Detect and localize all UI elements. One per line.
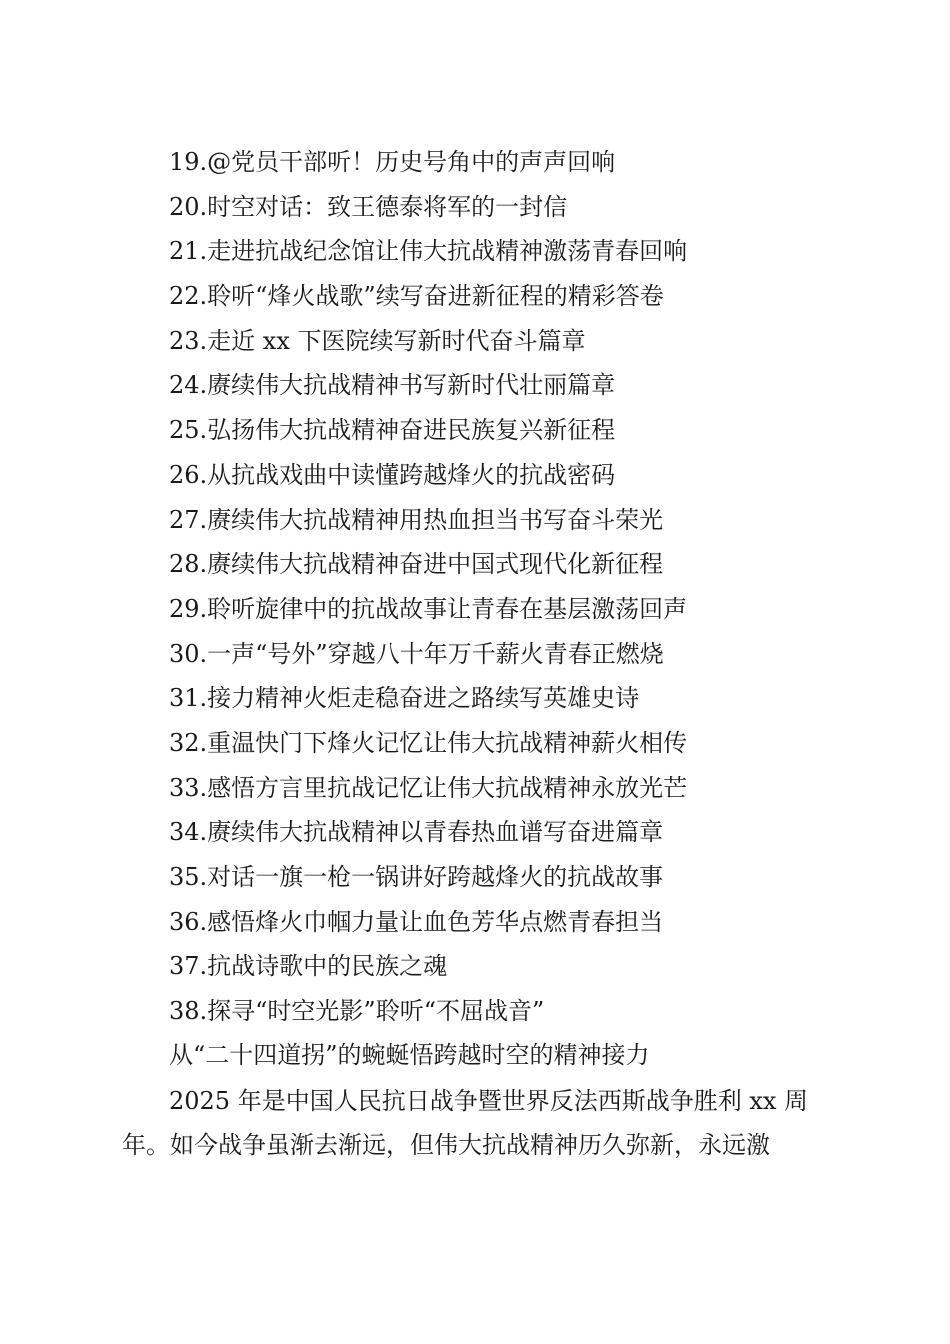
list-item: 32.重温快门下烽火记忆让伟大抗战精神薪火相传 xyxy=(169,728,688,757)
list-item: 30.一声“号外”穿越八十年万千薪火青春正燃烧 xyxy=(169,639,664,668)
body-paragraph-line: 2025 年是中国人民抗日战争暨世界反法西斯战争胜利 xx 周 xyxy=(169,1087,809,1115)
article-heading: 从“二十四道拐”的蜿蜒悟跨越时空的精神接力 xyxy=(169,1041,650,1069)
list-item: 38.探寻“时空光影”聆听“不屈战音” xyxy=(169,997,545,1026)
list-item: 27.赓续伟大抗战精神用热血担当书写奋斗荣光 xyxy=(169,505,664,534)
list-item: 37.抗战诗歌中的民族之魂 xyxy=(169,952,448,981)
list-item: 23.走近 xx 下医院续写新时代奋斗篇章 xyxy=(169,326,586,355)
list-item: 28.赓续伟大抗战精神奋进中国式现代化新征程 xyxy=(169,550,664,579)
list-item: 24.赓续伟大抗战精神书写新时代壮丽篇章 xyxy=(169,371,616,400)
list-item: 20.时空对话：致王德泰将军的一封信 xyxy=(169,192,568,221)
list-item: 19.@党员干部听！历史号角中的声声回响 xyxy=(169,148,616,176)
list-item: 21.走进抗战纪念馆让伟大抗战精神激荡青春回响 xyxy=(169,237,688,266)
list-item: 33.感悟方言里抗战记忆让伟大抗战精神永放光芒 xyxy=(169,773,688,802)
list-item: 29.聆听旋律中的抗战故事让青春在基层激荡回声 xyxy=(169,594,688,623)
list-item: 36.感悟烽火巾帼力量让血色芳华点燃青春担当 xyxy=(169,907,664,936)
body-paragraph-line: 年。如今战争虽渐去渐远，但伟大抗战精神历久弥新，永远激 xyxy=(122,1131,770,1159)
list-item: 26.从抗战戏曲中读懂跨越烽火的抗战密码 xyxy=(169,460,616,489)
list-item: 34.赓续伟大抗战精神以青春热血谱写奋进篇章 xyxy=(169,818,664,847)
list-item: 35.对话一旗一枪一锅讲好跨越烽火的抗战故事 xyxy=(169,863,664,891)
list-item: 25.弘扬伟大抗战精神奋进民族复兴新征程 xyxy=(169,416,616,445)
article-title-list xyxy=(0,140,950,1034)
list-item: 31.接力精神火炬走稳奋进之路续写英雄史诗 xyxy=(169,684,640,713)
list-item: 22.聆听“烽火战歌”续写奋进新征程的精彩答卷 xyxy=(169,282,664,311)
